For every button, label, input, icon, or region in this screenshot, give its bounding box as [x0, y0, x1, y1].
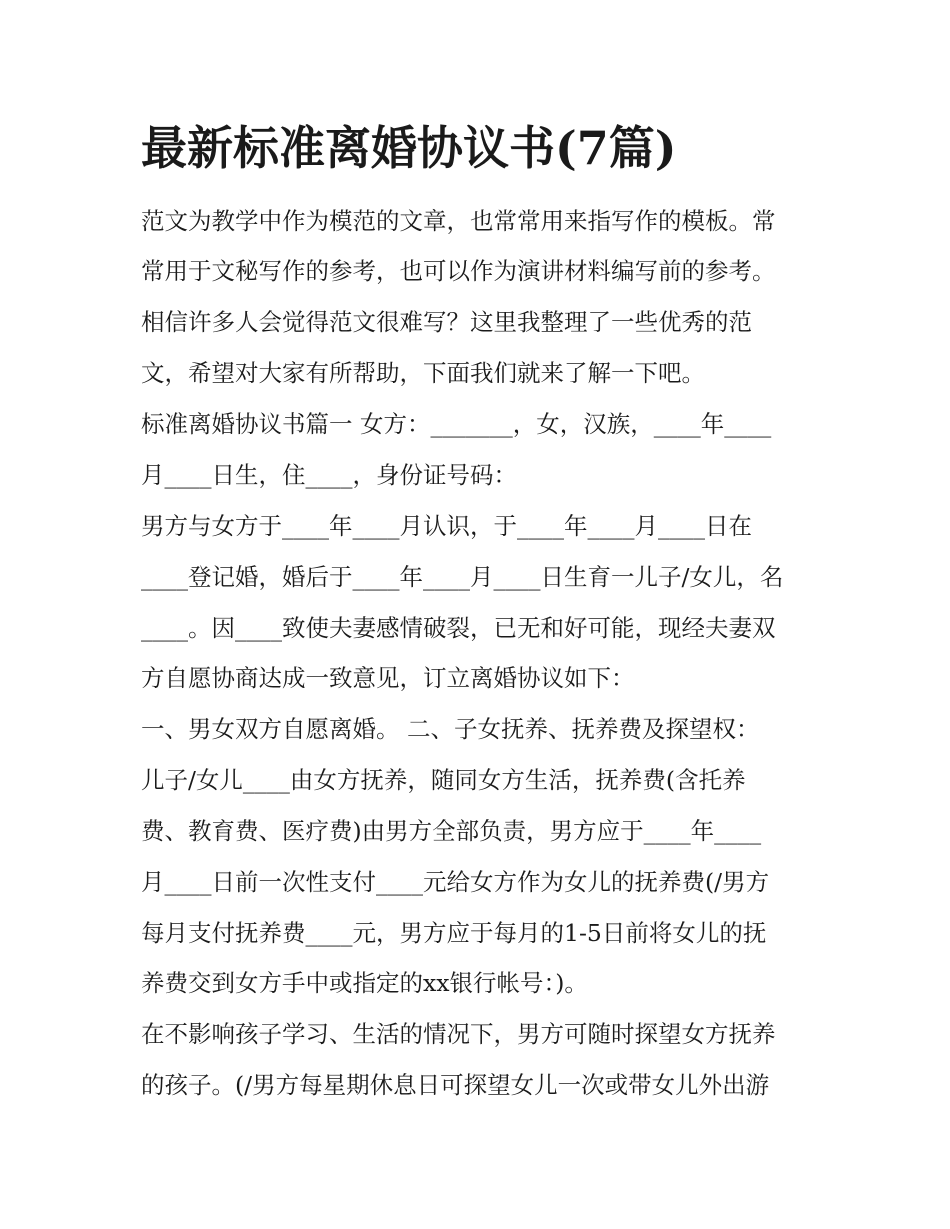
body-line: 相信许多人会觉得范文很难写？这里我整理了一些优秀的范	[141, 308, 752, 336]
body-line: 月____日生，住____，身份证号码：	[141, 461, 517, 489]
body-line: ____。因____致使夫妻感情破裂，已无和好可能，现经夫妻双	[141, 614, 776, 642]
body-line: 养费交到女方手中或指定的xx银行帐号：)。	[141, 969, 588, 997]
body-line: 男方与女方于____年____月认识，于____年____月____日在	[141, 512, 752, 540]
body-line: 每月支付抚养费____元，男方应于每月的1-5日前将女儿的抚	[141, 919, 767, 947]
body-line: 常用于文秘写作的参考，也可以作为演讲材料编写前的参考。	[141, 257, 776, 285]
document-title: 最新标准离婚协议书(7篇)	[141, 121, 677, 175]
body-line: 范文为教学中作为模范的文章，也常常用来指写作的模板。常	[141, 207, 776, 235]
body-line: 费、教育费、医疗费)由男方全部负责，男方应于____年____	[141, 817, 762, 845]
body-line: 文，希望对大家有所帮助，下面我们就来了解一下吧。	[141, 359, 705, 387]
body-line: 在不影响孩子学习、生活的情况下，男方可随时探望女方抚养	[141, 1020, 776, 1048]
body-line: ____登记婚，婚后于____年____月____日生育一儿子/女儿，名	[141, 563, 784, 591]
body-line: 标准离婚协议书篇一 女方：_______，女，汉族，____年____	[141, 410, 772, 438]
body-line: 方自愿协商达成一致意见，订立离婚协议如下：	[141, 664, 635, 692]
body-line: 一、男女双方自愿离婚。 二、子女抚养、抚养费及探望权：	[141, 715, 760, 743]
body-line: 儿子/女儿____由女方抚养，随同女方生活，抚养费(含托养	[141, 766, 746, 794]
body-line: 的孩子。(/男方每星期休息日可探望女儿一次或带女儿外出游	[141, 1071, 770, 1099]
body-line: 月____日前一次性支付____元给女方作为女儿的抚养费(/男方	[141, 868, 770, 896]
